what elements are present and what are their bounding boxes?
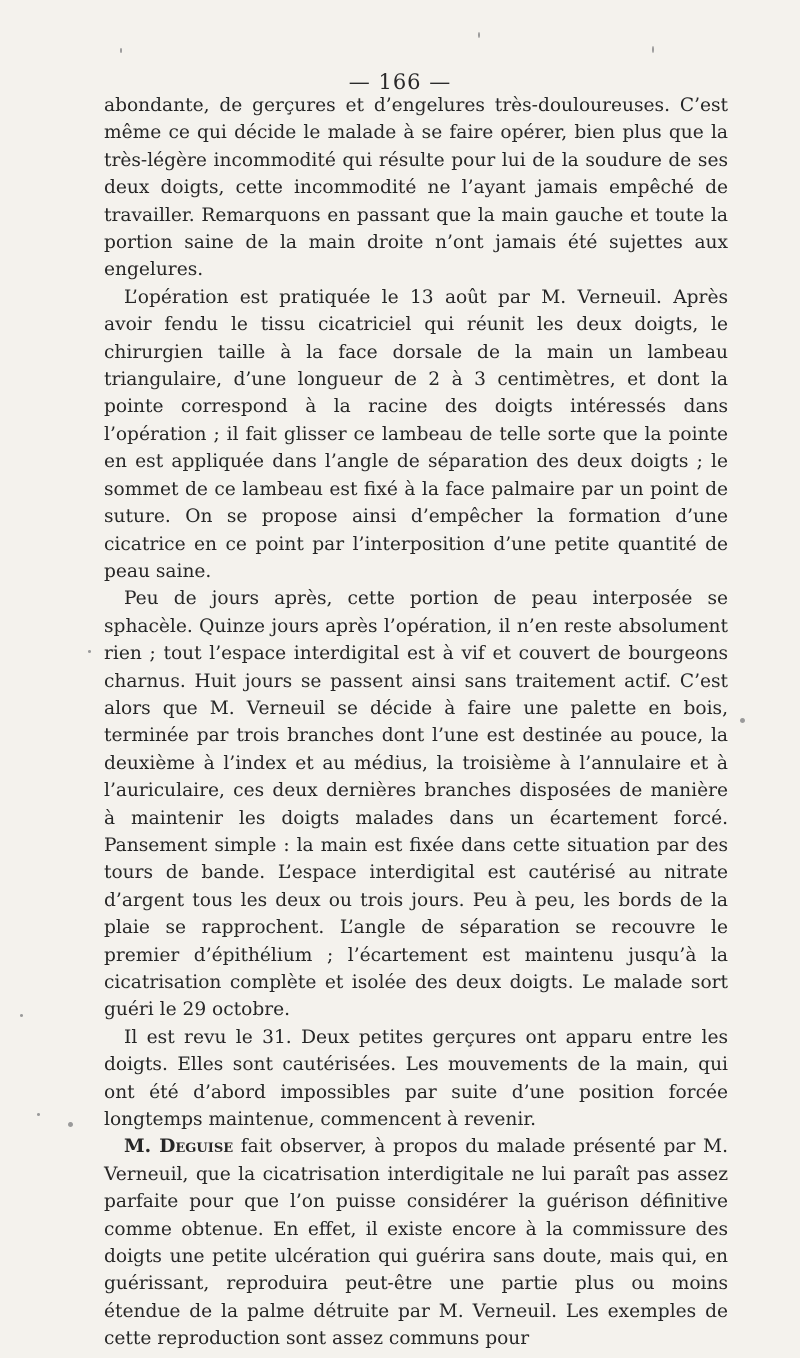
scan-speck [68, 1122, 73, 1127]
scan-speck [37, 1113, 40, 1116]
paragraph-1: abondante, de gerçures et d’engelures très-douloureuses. C’est même ce qui décide le malade à se faire opérer, bien plus que la très-légère incommodité qui résulte pour lui de la soudure de ses deux doigts, cette incommodité ne l’ayant jamais empêché de travailler. Remarquons en passant que la main gauche et toute la portion saine de la main droite n’ont jamais été sujettes aux engelures. [104, 95, 728, 281]
scan-speck [20, 1014, 23, 1017]
scan-speck [120, 48, 122, 53]
speaker-name: M. Deguise [124, 1136, 234, 1158]
paragraph-4: Il est revu le 31. Deux petites gerçures ont apparu entre les doigts. Elles sont cautérisées. Les mouvements de la main, qui ont été d’abord impossibles par suite d’une position forcée longtemps maintenue, commencent à revenir. [104, 1026, 728, 1131]
paragraph-5 [104, 1133, 728, 1352]
page-number: — 166 — [348, 70, 452, 94]
paragraph-5-text: fait observer, à propos du malade présenté par M. Verneuil, que la cicatrisation interdigitale ne lui paraît pas assez parfaite pour que l’on puisse considérer la guérison définitive comme obtenue. En effet, il existe encore à la commissure des doigts une petite ulcération qui guérira sans doute, mais qui, en guérissant, reproduira peut-être une partie plus ou moins étendue de la palme détruite par M. Verneuil. Les exemples de cette reproduction sont assez communs pour [104, 1136, 728, 1350]
scan-speck [652, 46, 654, 53]
scan-speck [478, 32, 480, 38]
paragraph-3: Peu de jours après, cette portion de peau interposée se sphacèle. Quinze jours après l’opération, il n’en reste absolument rien ; tout l’espace interdigital est à vif et couvert de bourgeons charnus. Huit jours se passent ainsi sans traitement actif. C’est alors que M. Verneuil se décide à faire une palette en bois, terminée par trois branches dont l’une est destinée au pouce, la deuxième à l’index et au médius, la troisième à l’annulaire et à l’auriculaire, ces deux dernières branches disposées de manière à maintenir les doigts malades dans un écartement forcé. Pansement simple : la main est fixée dans cette situation par des tours de bande. L’espace interdigital est cautérisé au nitrate d’argent tous les deux ou trois jours. Peu à peu, les bords de la plaie se rapprochent. L’angle de séparation se recouvre le premier d’épithélium ; l’écartement est maintenu jusqu’à la cicatrisation complète et isolée des deux doigts. Le malade sort guéri le 29 octobre. [104, 588, 728, 1021]
paragraph-2: L’opération est pratiquée le 13 août par M. Verneuil. Après avoir fendu le tissu cicatriciel qui réunit les deux doigts, le chirurgien taille à la face dorsale de la main un lambeau triangulaire, d’une longueur de 2 à 3 centimètres, et dont la pointe correspond à la racine des doigts intéressés dans l’opération ; il fait glisser ce lambeau de telle sorte que la pointe en est appliquée dans l’angle de séparation des deux doigts ; le sommet de ce lambeau est fixé à la face palmaire par un point de suture. On se propose ainsi d’empêcher la formation d’une cicatrice en ce point par l’interposition d’une petite quantité de peau saine. [104, 286, 728, 582]
body-text [104, 92, 728, 1353]
scan-speck [88, 650, 91, 653]
scan-speck [740, 718, 745, 723]
